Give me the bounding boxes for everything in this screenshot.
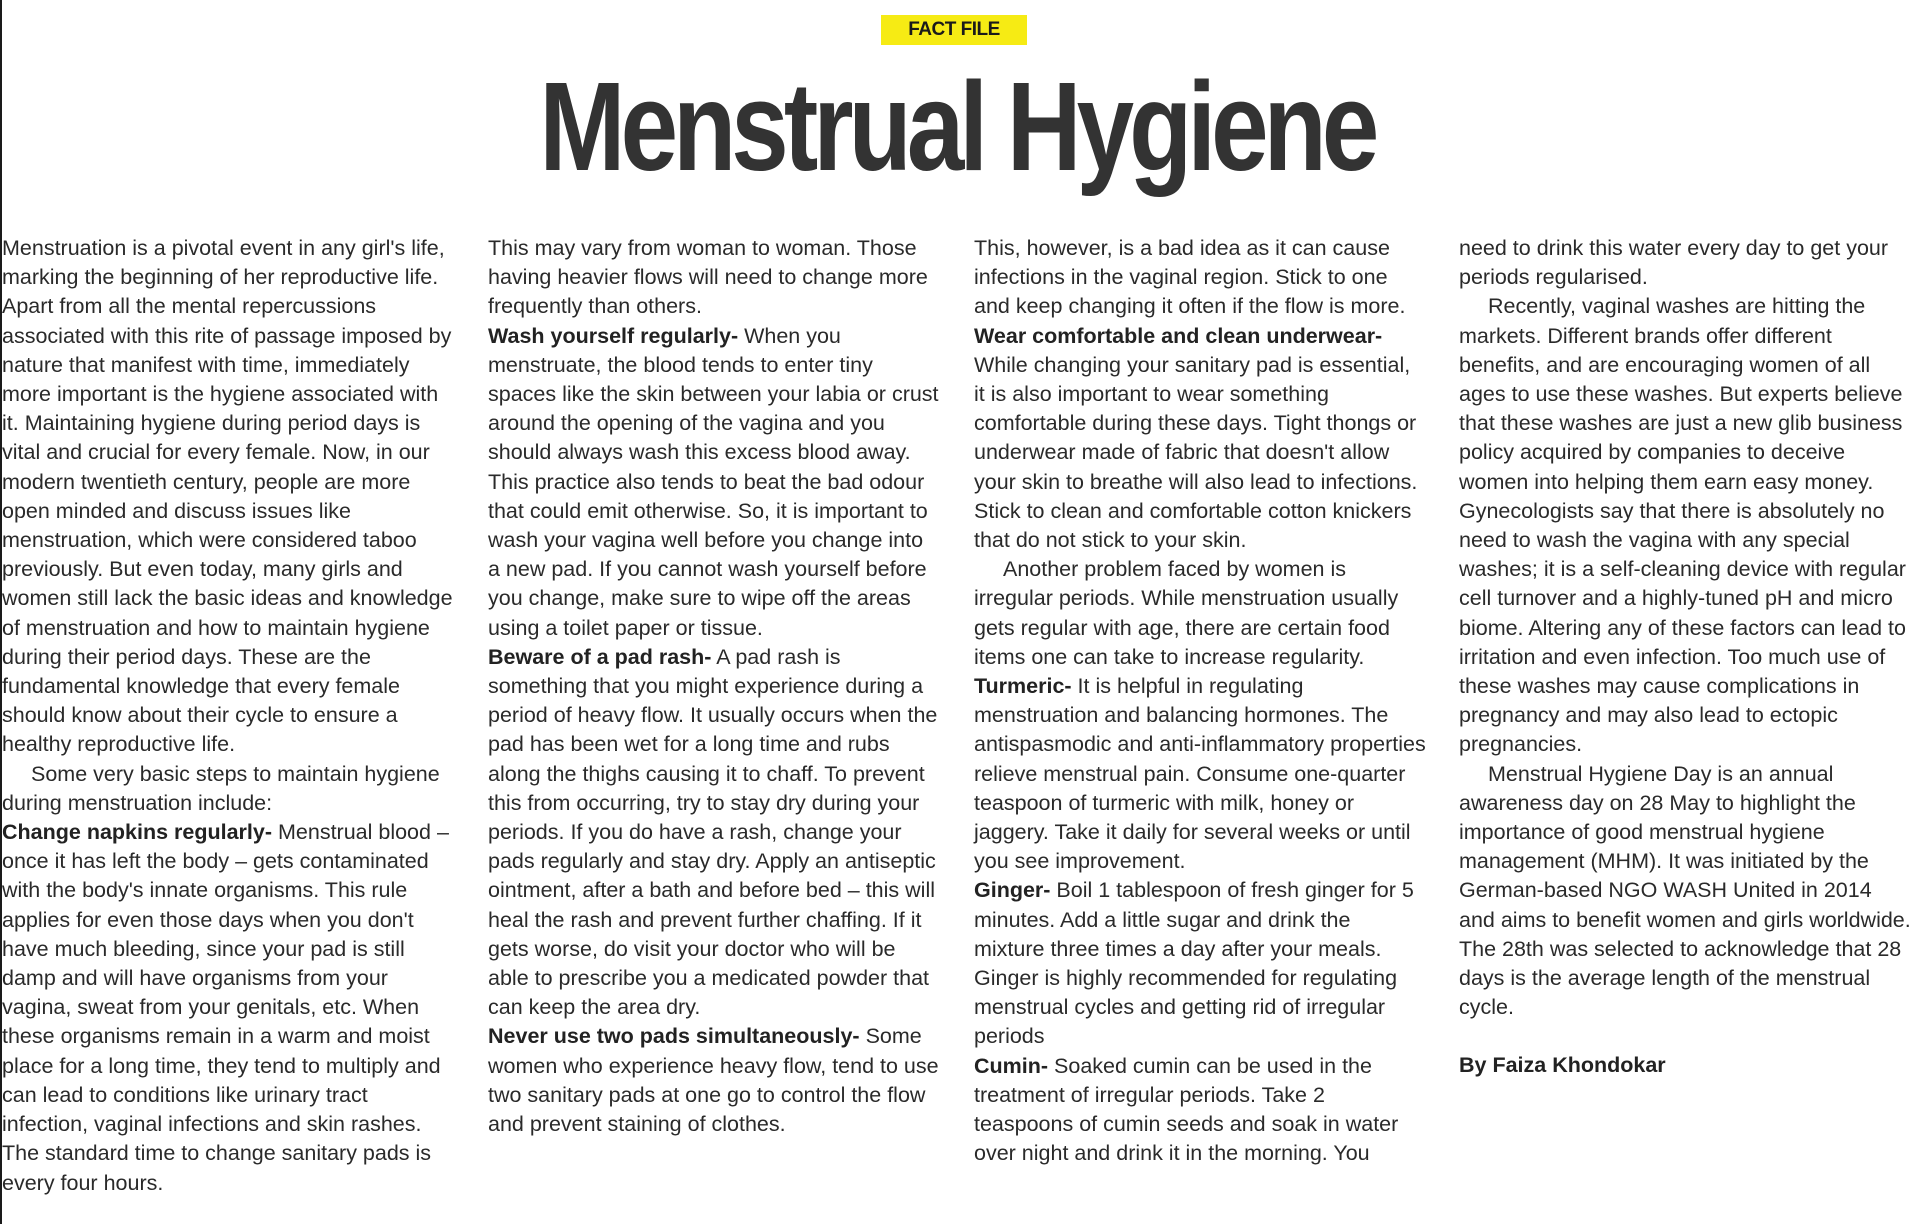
tip-underwear bbox=[974, 322, 1426, 556]
steps-intro-paragraph: Some very basic steps to maintain hygiene during menstruation include: bbox=[2, 761, 440, 815]
remedy-ginger bbox=[974, 876, 1426, 1051]
tip-heading: Wear comfortable and clean underwear- bbox=[974, 323, 1383, 348]
tip-body: While changing your sanitary pad is essential, it is also important to wear something comfortable during these days. Tight thongs or underwear made of fabric that doesn't allow your skin to breathe will also lead to infections. Stick to clean and comfortable cotton knickers that do not stick to your skin. bbox=[974, 352, 1418, 553]
article-headline: Menstrual Hygiene bbox=[539, 56, 1375, 197]
remedy-turmeric bbox=[974, 672, 1426, 876]
hygiene-day-paragraph: Menstrual Hygiene Day is an annual awareness day on 28 May to highlight the importance of good menstrual hygiene management (MHM). It was initiated by the German-based NGO WASH United in 2014 and aims to benefit women and girls worldwide. The 28th was selected to acknowledge that 28 days is the average length of the menstrual cycle. bbox=[1459, 761, 1911, 1020]
remedy-cumin bbox=[974, 1052, 1426, 1169]
remedy-body: Soaked cumin can be used in the treatment of irregular periods. Take 2 teaspoons of cumin seeds and soak in water over night and drink it in the morning. You bbox=[974, 1053, 1399, 1166]
tip-heading: Change napkins regularly- bbox=[2, 820, 273, 845]
tip-heading: Beware of a pad rash- bbox=[488, 644, 712, 669]
author-byline: By Faiza Khondokar bbox=[1459, 1053, 1666, 1078]
tip-body: When you menstruate, the blood tends to enter tiny spaces like the skin between your labia or crust around the opening of the vagina and you should always wash this excess blood away. This practice also tends to beat the bad odour that could emit otherwise. So, it is important to wash your vagina well before you change into a new pad. If you cannot wash yourself before you change, make sure to wipe off the areas using a toilet paper or tissue. bbox=[488, 323, 939, 640]
article-column-3 bbox=[974, 234, 1426, 1169]
fact-file-tag: FACT FILE bbox=[881, 15, 1027, 45]
article-column-1 bbox=[2, 234, 454, 1198]
continuation-paragraph: This, however, is a bad idea as it can cause infections in the vaginal region. Stick to one and keep changing it often if the flow is more. bbox=[974, 236, 1406, 319]
continuation-paragraph: This may vary from woman to woman. Those having heavier flows will need to change more frequently than others. bbox=[488, 236, 928, 319]
remedy-body: It is helpful in regulating menstruation and balancing hormones. The antispasmodic and anti-inflammatory properties relieve menstrual pain. Consume one-quarter teaspoon of turmeric with milk, honey or jaggery. Take it daily for several weeks or until you see improvement. bbox=[974, 674, 1426, 874]
vaginal-washes-paragraph: Recently, vaginal washes are hitting the markets. Different brands offer different benefits, and are encouraging women of all ages to use these washes. But experts believe that these washes are just a new glib business policy acquired by companies to deceive women into helping them earn easy money. Gynecologists say that there is absolutely no need to wash the vagina with any special washes; it is a self-cleaning device with regular cell turnover and a highly-tuned pH and micro biome. Altering any of these factors can lead to irritation and even infection. Too much use of these washes may cause complications in pregnancy and may also lead to ectopic pregnancies. bbox=[1459, 294, 1906, 757]
irregular-periods-paragraph: Another problem faced by women is irregular periods. While menstruation usually gets regular with age, there are certain food items one can take to increase regularity. bbox=[974, 557, 1399, 669]
tip-body: Menstrual blood – once it has left the body – gets contaminated with the body's innate organisms. This rule applies for even those days when you don't have much bleeding, since your pad is still damp and will have organisms from your vagina, sweat from your genitals, etc. When these organisms remain in a warm and moist place for a long time, they tend to multiply and can lead to conditions like urinary tract infection, vaginal infections and skin rashes. The standard time to change sanitary pads is every four hours. bbox=[2, 820, 449, 1195]
tip-body: Some women who experience heavy flow, tend to use two sanitary pads at one go to control the flow and prevent staining of clothes. bbox=[488, 1024, 939, 1137]
tip-heading: Wash yourself regularly- bbox=[488, 323, 739, 348]
remedy-heading: Ginger- bbox=[974, 878, 1051, 903]
tip-wash-regularly bbox=[488, 322, 940, 643]
article-column-2 bbox=[488, 234, 940, 1139]
tip-change-napkins bbox=[2, 818, 454, 1198]
tip-heading: Never use two pads simultaneously- bbox=[488, 1024, 860, 1049]
continuation-paragraph: need to drink this water every day to get your periods regularised. bbox=[1459, 236, 1889, 290]
intro-paragraph: Menstruation is a pivotal event in any girl's life, marking the beginning of her reproductive life. Apart from all the mental repercussions associated with this rite of passage imposed by nature that manifest with time, immediately more important is the hygiene associated with it. Maintaining hygiene during period days is vital and crucial for every female. Now, in our modern twentieth century, people are more open minded and discuss issues like menstruation, which were considered taboo previously. But even today, many girls and women still lack the basic ideas and knowledge of menstruation and how to maintain hygiene during their period days. These are the fundamental knowledge that every female should know about their cycle to ensure a healthy reproductive life. bbox=[2, 236, 453, 757]
remedy-heading: Cumin- bbox=[974, 1053, 1049, 1078]
tip-body: A pad rash is something that you might experience during a period of heavy flow. It usually occurs when the pad has been wet for a long time and rubs along the thighs causing it to chaff. To prevent this from occurring, try to stay dry during your periods. If you do have a rash, change your pads regularly and stay dry. Apply an antiseptic ointment, after a bath and before bed – this will heal the rash and prevent further chaffing. If it gets worse, do visit your doctor who will be able to prescribe you a medicated powder that can keep the area dry. bbox=[488, 644, 938, 1020]
remedy-heading: Turmeric- bbox=[974, 674, 1072, 699]
tip-two-pads bbox=[488, 1022, 940, 1139]
tip-pad-rash bbox=[488, 643, 940, 1023]
article-column-4 bbox=[1459, 234, 1911, 1081]
remedy-body: Boil 1 tablespoon of fresh ginger for 5 minutes. Add a little sugar and drink the mixture three times a day after your meals. Ginger is highly recommended for regulating menstrual cycles and getting rid of irregular periods bbox=[974, 878, 1414, 1049]
